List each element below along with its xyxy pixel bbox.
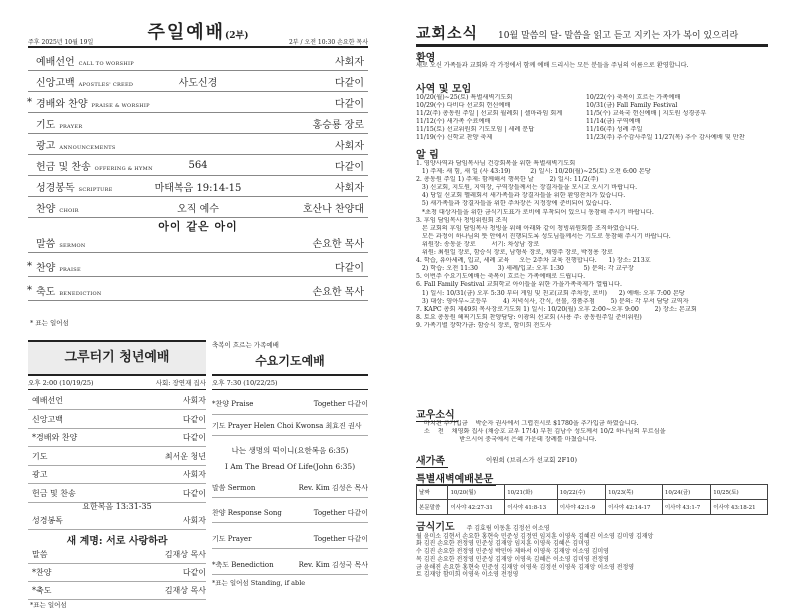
youth-item-leader: 김재상 목사 [164, 586, 206, 595]
youth-scripture-row: 성경봉독 사회자 [28, 512, 206, 530]
event-item: 11/19(수) 신학교 찬양 축제 [416, 134, 493, 142]
worship-item-leader: 사회자 [335, 140, 364, 152]
worship-item-sub: PRAISE & WORSHIP [91, 102, 150, 109]
youth-item-name: *경배와 찬양 [32, 433, 78, 442]
members-list [416, 420, 766, 444]
youth-item-name: 헌금 및 찬송 [32, 488, 76, 498]
news-header [416, 22, 788, 43]
events-list [416, 94, 766, 143]
fasting-rows [416, 533, 766, 579]
worship-item-label: 예배선언 [36, 56, 75, 68]
notice-line: 본 교회의 후임 담임목사 청빙을 위해 아래와 같이 청빙위원회를 조직하였습니다. [416, 224, 639, 232]
fasting-prayer [416, 524, 766, 579]
dawn-cell: 10/24(금) [662, 485, 710, 500]
worship-row [28, 134, 368, 155]
member-line: 소 천 채영화 집사 (채승호 교우 17!4) 부친 김남수 성도께서 10/2 하나님의 부르심을 [416, 428, 666, 436]
event-row [416, 126, 766, 134]
stand-note: * 표는 일어섬 [30, 319, 69, 327]
worship-item-name [36, 200, 79, 215]
dawn-cell: 본문말씀 [417, 500, 448, 515]
prayer-prayer2-row: 기도 Prayer Together 다같이 [212, 529, 368, 549]
notice-line: 모든 과정이 하나님의 뜻 안에서 진행되도록 성도님들께서는 기도로 동참해 주시기 바랍니다. [416, 232, 671, 240]
notice-line: 9. 가족기별 장학가금: 함승식 장로, 함미희 전도사 [416, 321, 552, 329]
youth-item-name: 신앙고백 [32, 414, 63, 424]
worship-row [28, 71, 368, 92]
worship-item-name [36, 137, 116, 152]
worship-item-sub: CHOIR [59, 207, 79, 214]
worship-row [28, 50, 368, 71]
events-heading: 사역 및 모임 [416, 84, 472, 95]
notice-line: 1. 영양사역과 담임목사님 건강회복을 위한 특별새벽기도회 [416, 160, 576, 167]
youth-row [28, 448, 206, 466]
notice-line: 1) 일시: 10/31(금) 오후 5:30 부터 게임 및 친교(교회 주차장, 로비) 2) 예배: 오후 7:00 본당 [416, 289, 685, 297]
worship-item-name [36, 283, 102, 298]
youth-scripture-ref: 요한복음 13:31-35 [82, 502, 152, 511]
member-line: 마치된 추가입금 박순자 권사에서 그렵진시로 $1780을 추가입금 하였습니다. [416, 420, 639, 427]
members-heading: 교우소식 [416, 406, 458, 422]
worship-item-center: 사도신경 [178, 77, 218, 89]
page-title: 주일예배(2부) [147, 22, 249, 43]
youth-item-leader: 다같이 [182, 488, 206, 498]
fasting-sub: 주 김효림 이동훈 김정선 이소영 [466, 525, 550, 532]
notice-line: 5) 새가족들과 장결자들을 위한 주차장은 지정장에 준비되어 있습니다. [416, 200, 612, 208]
worship-row [28, 113, 368, 134]
event-item: 11/16(주) 성례 주일 [586, 126, 643, 134]
dawn-cell: 이사야 43:18-21 [711, 500, 768, 515]
worship-item-name [36, 116, 82, 131]
prayer-prayer-row: 기도 Prayer Helen Choi Kwonsa 최효진 권사 [212, 416, 368, 436]
dawn-cell: 이사야 42:27-31 [448, 500, 505, 515]
fasting-heading: 금식기도 [416, 522, 455, 533]
dawn-cell: 10/20(월) [448, 485, 505, 500]
event-item: 11/14(금) 구역예배 [586, 118, 641, 126]
verse-ko: 나는 생명의 떡이니(요한복음 6:35) [231, 446, 349, 455]
event-item: 11/2(주) 총동원 주일 | 선교회 월례회 | 셀마라임 회계 [416, 110, 563, 118]
worship-item-leader: 다같이 [335, 98, 364, 110]
worship-item-sub: CALL TO WORSHIP [78, 60, 134, 67]
youth-title: 그루터기 청년예배 [28, 340, 206, 376]
event-item: 10/20(월)~25(토) 특별새벽기도회 [416, 94, 513, 101]
youth-item-leader: 다같이 [182, 433, 206, 442]
notice-line: 2. 총동원 주일 1) 주제: 함께해서 행복한 날 2) 일시: 11/2(주) [416, 176, 599, 184]
newfam-text: 이원희 (브리스가 선교회 2F10) [486, 456, 577, 464]
worship-item-leader: 다같이 [335, 262, 364, 274]
worship-item-leader: 사회자 [335, 182, 364, 194]
worship-row [28, 197, 368, 218]
dawn-cell: 이사야 41:8-13 [505, 500, 558, 515]
youth-item-name: *찬양 [32, 568, 52, 577]
star-mark: * [27, 260, 32, 272]
youth-item-name: 말씀 [32, 550, 48, 559]
worship-item-label: 광고 [36, 140, 56, 152]
worship-item-sub: BENEDICTION [59, 290, 102, 297]
worship-item-leader: 홍승룡 장로 [312, 119, 364, 131]
prayer-praise-row: *찬양 Praise Together 다같이 [212, 393, 368, 415]
event-row [416, 118, 766, 126]
notice-line: 5. 이번주 수요기도예배는 축복이 흐르는 가족예배로 드립니다. [416, 273, 586, 281]
worship-row [28, 176, 368, 197]
youth-row [28, 564, 206, 582]
dawn-row [417, 500, 768, 515]
prayer-time: 오후 7:30 (10/22/25) [212, 376, 368, 390]
youth-note: *표는 일어섬 [30, 601, 67, 609]
prayer-note: *표는 일어섬 Standing, if able [212, 579, 306, 587]
worship-item-label: 성경봉독 [36, 182, 75, 194]
worship-item-label: 축도 [36, 286, 56, 298]
dawn-cell: 10/25(토) [711, 485, 768, 500]
welcome-text: 새로 오신 가족들과 교회와 각 가정에서 함께 예배 드리시는 모든 분들을 주님의 이름으로 환영합니다. [416, 62, 689, 69]
service-time: 2부 / 오전 10:30 손요한 목사 [288, 39, 368, 46]
youth-item-leader: 다같이 [182, 568, 206, 577]
service-meta [28, 37, 368, 46]
fasting-row: 금 윤해진 손요한 홍현숙 민준성 김재앙 이영욱 김정선 이영욱 김재앙 이소영 전정영 [416, 563, 635, 571]
worship-item-label: 찬양 [36, 262, 56, 274]
youth-item-leader: 사회자 [182, 396, 206, 405]
dawn-cell: 10/23(목) [606, 485, 663, 500]
worship-item-leader: 손요한 목사 [312, 238, 364, 250]
dawn-table [416, 484, 768, 515]
news-title: 교회소식 [416, 24, 478, 42]
worship-row [28, 155, 368, 176]
event-row [416, 134, 766, 142]
youth-row [28, 392, 206, 410]
event-item: 10/22(수) 축복이 흐르는 가족예배 [586, 94, 681, 101]
welcome-heading: 환영 [416, 53, 436, 64]
dawn-cell: 이사야 42:1-9 [557, 500, 605, 515]
worship-item-sub: PRAYER [59, 123, 83, 130]
dawn-cell: 이사야 42:14-17 [606, 500, 663, 515]
prayer-sermon-row: 말씀 Sermon Rev. Kim 김성은 목사 [212, 478, 368, 498]
worship-item-label: 말씀 [36, 238, 56, 250]
notice-line: *초청 대상자들을 위한 금식기도표가 로비에 부착되어 있으니 동참해 주시기 바랍니다. [416, 208, 654, 216]
youth-item-leader: 사회자 [182, 470, 206, 479]
event-row [416, 102, 766, 110]
worship-item-leader: 손요한 목사 [312, 286, 364, 298]
youth-row [28, 485, 206, 503]
worship-item-name [36, 259, 81, 274]
event-item: 11/5(수) 교육국 헌신예배 | 지도원 성경공부 [586, 110, 707, 118]
prayer-title: 수요기도예배 [212, 350, 368, 376]
notice-line: 8. 토요 총동원 헤픽기도회 찬양담당: 이광의 선교회 (사용 주: 총동원주일 준비위원) [416, 313, 642, 321]
worship-item-center: 오직 예수 [177, 203, 219, 215]
event-item: 11/23(주) 추수감사주일 11/27(목) 추수 감사예배 및 만찬 [586, 134, 745, 142]
notice-line: 1) 주제: 새 힘, 새 일 (사 43:19) 2) 일시: 10/20(월)~25(토) 오전 6:00 본당 [416, 168, 651, 176]
newfam-heading: 새가족 [416, 452, 448, 468]
notice-line: 위원장: 송동윤 장로 서기: 차상남 장로 [416, 240, 540, 248]
youth-item-leader: 김재상 목사 [164, 550, 206, 559]
worship-item-sub: PRAISE [59, 266, 81, 273]
notice-line: 3) 신교회, 지도원, 지역장, 구역장들께서는 장결자들을 모시고 오시기 바랍니다. [416, 184, 638, 192]
worship-item-leader: 사회자 [335, 56, 364, 68]
youth-row [28, 466, 206, 484]
worship-item-name [36, 53, 134, 68]
right-page [416, 0, 788, 612]
event-item: 11/12(수) 새가족 수료예배 [416, 118, 491, 126]
worship-row [28, 256, 368, 277]
divider [416, 44, 768, 47]
worship-item-label: 찬양 [36, 203, 56, 215]
youth-item-leader: 다같이 [182, 414, 206, 424]
worship-row [28, 280, 368, 301]
worship-item-name [36, 235, 86, 250]
youth-item-name: 광고 [32, 470, 48, 479]
service-date: 주후 2025년 10월 19일 [28, 39, 94, 46]
event-item: 11/15(토) 선교위원회 기도모임 | 세례 문답 [416, 126, 535, 134]
verse-en: I Am The Bread Of Life(John 6:35) [224, 462, 356, 471]
worship-item-sub: ANNOUNCEMENTS [59, 144, 116, 151]
dawn-cell: 10/22(수) [557, 485, 605, 500]
worship-item-leader: 호산나 찬양대 [302, 203, 364, 215]
notice-line: 6. Fall Family Festival 교회학교 아이들을 위한 가을가족축제가 열립니다. [416, 281, 622, 289]
notice-line: 4. 학습, 유아세례, 입교, 세례 교육 오는 2주차 교육 진행합니다. 1) 장소: 213호 [416, 257, 651, 265]
worship-item-sub: SERMON [59, 242, 86, 249]
notice-line: 4) 당일 신교회 헬레회서 새가족들과 장결자들을 위한 환영잔치가 있습니다. [416, 192, 626, 200]
worship-item-label: 기도 [36, 119, 56, 131]
event-item: 10/31(금) Fall Family Festival [586, 102, 678, 110]
dawn-row [417, 485, 768, 500]
worship-item-sub: OFFERING & HYMN [94, 165, 153, 172]
worship-item-center: 마태복음 19:14-15 [154, 182, 242, 194]
youth-item-name: 기도 [32, 451, 48, 461]
worship-item-name [36, 74, 133, 89]
worship-row [28, 232, 368, 253]
fasting-row: 수 김진 손요한 전정영 민준성 박민아 제하서 이영욱 김재앙 이소영 김미영 [416, 548, 609, 556]
event-row [416, 110, 766, 118]
worship-item-name [36, 158, 153, 173]
notice-line: 3) 대상: 영아부~고등부 4) 저녁식사, 간식, 선물, 경품추첨 5) 문의: 각 부서 담당 교역자 [416, 297, 689, 305]
worship-item-leader: 다같이 [335, 161, 364, 173]
prayer-response-row: 찬양 Response Song Together 다같이 [212, 503, 368, 523]
star-mark: * [27, 284, 32, 296]
worship-item-sub: SCRIPTURE [78, 186, 113, 193]
notice-line: 2) 학습: 오전 11:30 3) 세례/입교: 오후 1:30 5) 문의: 각 교구장 [416, 265, 634, 273]
worship-item-label: 신앙고백 [36, 77, 75, 89]
kids-title: 아이 같은 아이 [158, 220, 238, 233]
notices-list [416, 160, 766, 330]
notice-line: 위원: 최원일 장로, 함승식 장로, 남형욱 장로, 채영주 장로, 박정용 장로 [416, 249, 613, 257]
fasting-row: 토 김재앙 함미희 이영욱 이소영 전정영 [416, 571, 519, 579]
prayer-pre: 축복이 흐르는 가족예배 [212, 341, 279, 349]
event-item: 10/29(수) 다비다 선교회 헌신예배 [416, 102, 511, 110]
worship-item-label: 헌금 및 찬송 [36, 161, 91, 173]
worship-item-label: 경배와 찬양 [36, 98, 88, 110]
worship-item-leader: 다같이 [335, 77, 364, 89]
worship-item-name [36, 95, 150, 110]
fasting-row: 목 김진 손요한 전정영 민준성 김재앙 이영욱 김혜은 이소영 김미영 전정영 [416, 555, 609, 563]
worship-row [28, 92, 368, 113]
dawn-cell: 날짜 [417, 485, 448, 500]
worship-item-name [36, 179, 113, 194]
youth-item-name: 예배선언 [32, 396, 63, 405]
worship-item-center: 564 [188, 159, 208, 171]
fasting-row: 화 김진 손요한 전정영 민준성 김재앙 임지훈 이영욱 김혜은 김미영 [416, 540, 590, 548]
youth-row [28, 411, 206, 429]
youth-row [28, 546, 206, 564]
notices-heading: 알 림 [416, 150, 439, 161]
dawn-cell: 이사야 43:1-7 [662, 500, 710, 515]
youth-row [28, 582, 206, 600]
star-mark: * [27, 96, 32, 108]
member-line: 받으시어 중국에서 은혜 가운데 장례를 마쳤습니다. [416, 436, 597, 444]
youth-item-name: *축도 [32, 586, 52, 595]
youth-item-leader: 최서운 청년 [164, 451, 206, 461]
fasting-row: 월 윤미소 김현서 손요한 홍현숙 민준성 김정연 임지훈 이영욱 김혜진 이소영 김미영 김재앙 [416, 532, 654, 540]
event-row [416, 94, 766, 102]
news-subtitle: 10월 말씀의 달- 말씀을 읽고 듣고 지키는 자가 복이 있으리라 [497, 31, 739, 41]
worship-item-sub: APOSTLES' CREED [78, 81, 134, 88]
youth-sermon-title: 새 계명: 서로 사랑하라 [66, 536, 168, 547]
dawn-heading: 특별새벽예배본문 [416, 470, 496, 486]
notice-line: 7. KAPC 총회 제49회 목사장로기도회 1) 일시: 10/20(월) 오후 2:00~오후 9:00 2) 장소: 본교회 [416, 305, 697, 313]
prayer-benediction-row: *축도 Benediction Rev. Kim 김성국 목사 [212, 555, 368, 575]
dawn-cell: 10/21(화) [505, 485, 558, 500]
divider [28, 46, 368, 48]
notice-line: 3. 후임 담임목사 청빙위원회 조직 [416, 216, 508, 224]
youth-row [28, 429, 206, 447]
youth-meta: 오후 2:00 (10/19/25) 사회: 장연재 집사 [28, 376, 206, 390]
